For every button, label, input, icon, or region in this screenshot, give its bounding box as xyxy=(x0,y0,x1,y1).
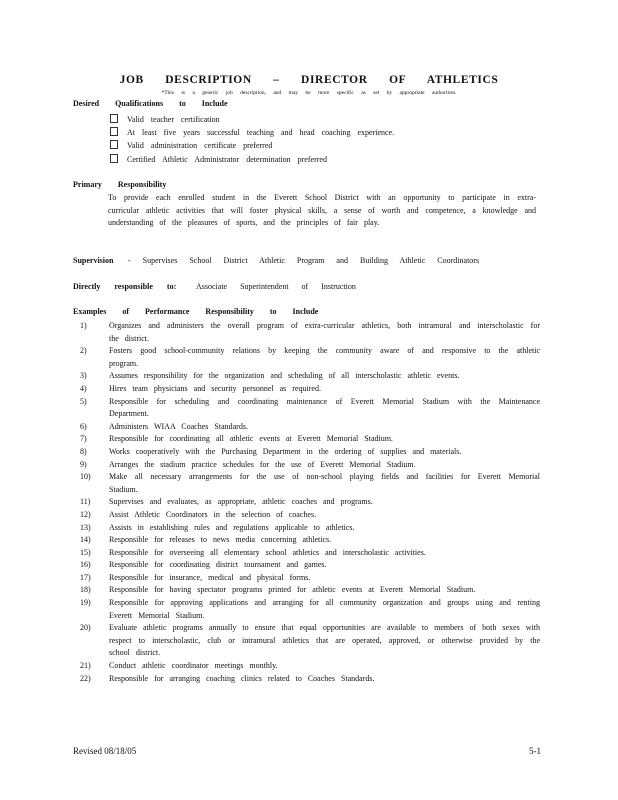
checkbox-bullet-icon xyxy=(110,114,118,123)
list-item: 3) Assumes responsibility for the organization and scheduling of all interscholastic athletic events. xyxy=(80,371,460,381)
directly-responsible-label: Directly responsible to: xyxy=(73,282,177,291)
checkbox-bullet-icon xyxy=(110,127,118,136)
list-item: Valid administration certificate preferred xyxy=(110,139,394,152)
checkbox-bullet-icon xyxy=(110,140,118,149)
page-number: 5-1 xyxy=(529,746,541,756)
list-item: 20) Evaluate athletic programs annually to ensure that equal opportunities are available to members of both sexes with respect to interscholastic, club or intramural athletics that are operated, approved, or otherwise provided by the school district. xyxy=(80,623,540,658)
list-item: 7) Responsible for coordinating all athletic events at Everett Memorial Stadium. xyxy=(80,434,393,444)
list-item: 18) Responsible for having spectator programs printed for athletic events at Everett Memorial Stadium. xyxy=(80,585,476,595)
supervision-label: Supervision xyxy=(73,256,114,265)
list-item: 1) Organizes and administers the overall program of extra-curricular athletics, both intramural and interscholastic for the district. xyxy=(80,321,540,343)
list-item: 4) Hires team physicians and security personnel as required. xyxy=(80,383,321,393)
list-item: 12) Assist Athletic Coordinators in the selection of coaches. xyxy=(80,509,317,519)
page-title: JOB DESCRIPTION – DIRECTOR OF ATHLETICS xyxy=(119,74,499,86)
list-item: 16) Responsible for coordinating district tournament and games. xyxy=(80,560,327,570)
revised-date: Revised 08/18/05 xyxy=(73,746,137,756)
list-item: 22) Responsible for arranging coaching clinics related to Coaches Standards. xyxy=(80,673,375,683)
list-item: 9) Arranges the stadium practice schedules for the use of Everett Memorial Stadium. xyxy=(80,459,416,469)
list-item: 14) Responsible for releases to news media concerning athletics. xyxy=(80,535,332,545)
list-item: 11) Supervises and evaluates, as appropriate, athletic coaches and programs. xyxy=(80,497,373,507)
list-item: 21) Conduct athletic coordinator meetings monthly. xyxy=(80,661,278,671)
supervision-text: - Supervises School District Athletic Program and Building Athletic Coordinators xyxy=(128,256,480,265)
list-item: Certified Athletic Administrator determination preferred xyxy=(110,153,394,166)
list-item: Valid teacher certification xyxy=(110,113,394,126)
list-item: 2) Fosters good school-community relations by keeping the community aware of and responsive to the athletic program. xyxy=(80,346,540,368)
list-item: 15) Responsible for overseeing all elementary school athletics and interscholastic activities. xyxy=(80,547,426,557)
list-item: 5) Responsible for scheduling and coordinating maintenance of Everett Memorial Stadium with the Maintenance Department. xyxy=(80,396,540,419)
checkbox-bullet-icon xyxy=(110,154,118,163)
list-item: 8) Works cooperatively with the Purchasing Department in the ordering of supplies and materials. xyxy=(80,446,462,456)
list-item: At least five years successful teaching and head coaching experience. xyxy=(110,126,394,139)
examples-label: Examples of Performance Responsibility to Include xyxy=(73,307,319,316)
desired-qualifications-list xyxy=(110,113,394,166)
desired-qualifications-label: Desired Qualifications to Include xyxy=(73,99,228,108)
primary-responsibility-label: Primary Responsibility xyxy=(73,180,167,189)
primary-responsibility-text: To provide each enrolled student in the Everett School District with an opportunity to participate in extra-curricular athletic activities that will foster physical skills, a sense of worth and competence, a knowledge and understanding of the pleasures of sports, and the principles of fair play. xyxy=(108,193,536,228)
responsibilities-list xyxy=(80,320,540,685)
list-item: 17) Responsible for insurance, medical and physical forms. xyxy=(80,572,311,582)
list-item: 6) Administers WIAA Coaches Standards. xyxy=(80,421,248,431)
directly-responsible-text: Associate Superintendent of Instruction xyxy=(196,282,356,291)
list-item: 10) Make all necessary arrangements for the use of non-school playing fields and facilities for Everett Memorial Stadium. xyxy=(80,472,540,494)
list-item: 19) Responsible for approving applications and arranging for all community organization and groups using and renting Everett Memorial Stadium. xyxy=(80,598,540,620)
generic-note: *This is a generic job description, and may be more specific as set by appropriate authorities. xyxy=(161,90,457,96)
list-item: 13) Assists in establishing rules and regulations applicable to athletics. xyxy=(80,522,355,532)
